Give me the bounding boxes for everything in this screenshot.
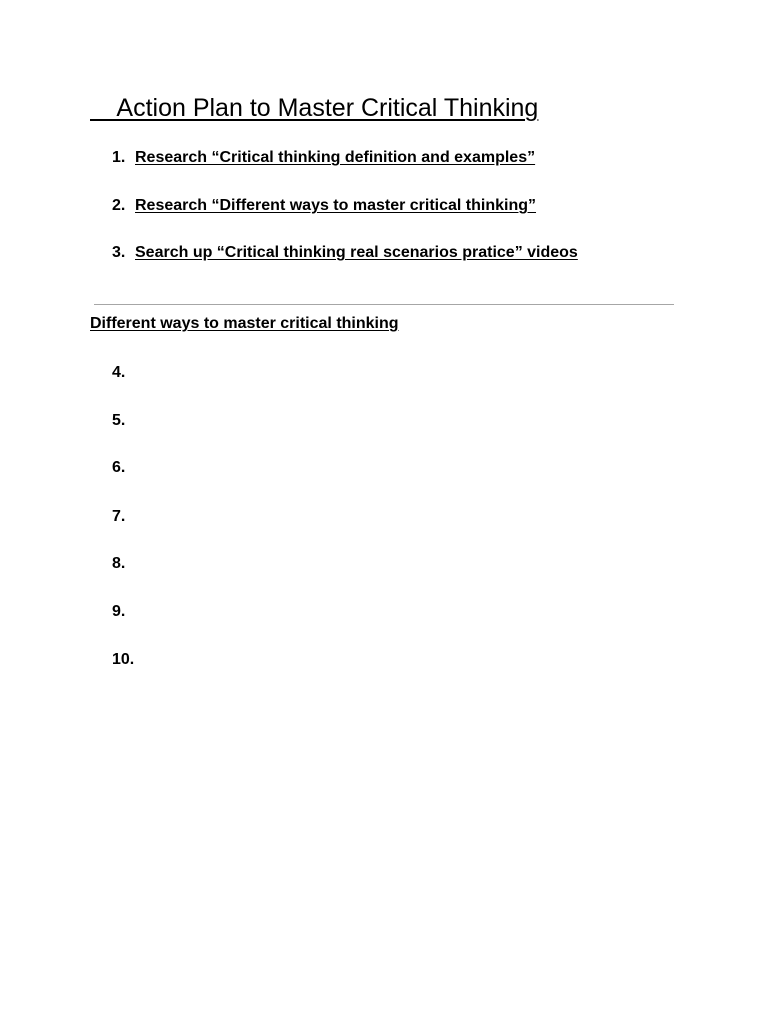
- list-number: 3.: [112, 244, 126, 261]
- action-item-text: Search up “Critical thinking real scenarios pratice” videos: [135, 244, 578, 261]
- blank-item-5: [112, 411, 135, 431]
- section-heading: Different ways to master critical thinking: [90, 315, 399, 332]
- horizontal-divider: [94, 304, 674, 305]
- blank-item-9: [112, 602, 135, 622]
- blank-item-6: [112, 458, 135, 478]
- blank-item-7: [112, 507, 135, 527]
- list-number: 6.: [112, 459, 126, 476]
- list-number: 10.: [112, 651, 135, 668]
- action-item-text: Research “Different ways to master critical thinking”: [135, 197, 537, 214]
- list-number: 2.: [112, 197, 126, 214]
- action-item-1: [112, 148, 535, 168]
- list-number: 9.: [112, 603, 126, 620]
- list-number: 5.: [112, 412, 126, 429]
- page-title: Action Plan to Master Critical Thinking: [90, 94, 539, 122]
- action-item-2: [112, 196, 536, 216]
- list-number: 7.: [112, 508, 126, 525]
- blank-item-8: [112, 554, 135, 574]
- blank-item-10: [112, 650, 135, 670]
- list-number: 4.: [112, 364, 126, 381]
- list-number: 8.: [112, 555, 126, 572]
- action-item-text: Research “Critical thinking definition and examples”: [135, 149, 536, 166]
- list-number: 1.: [112, 149, 126, 166]
- action-item-3: [112, 243, 578, 263]
- blank-item-4: [112, 363, 135, 383]
